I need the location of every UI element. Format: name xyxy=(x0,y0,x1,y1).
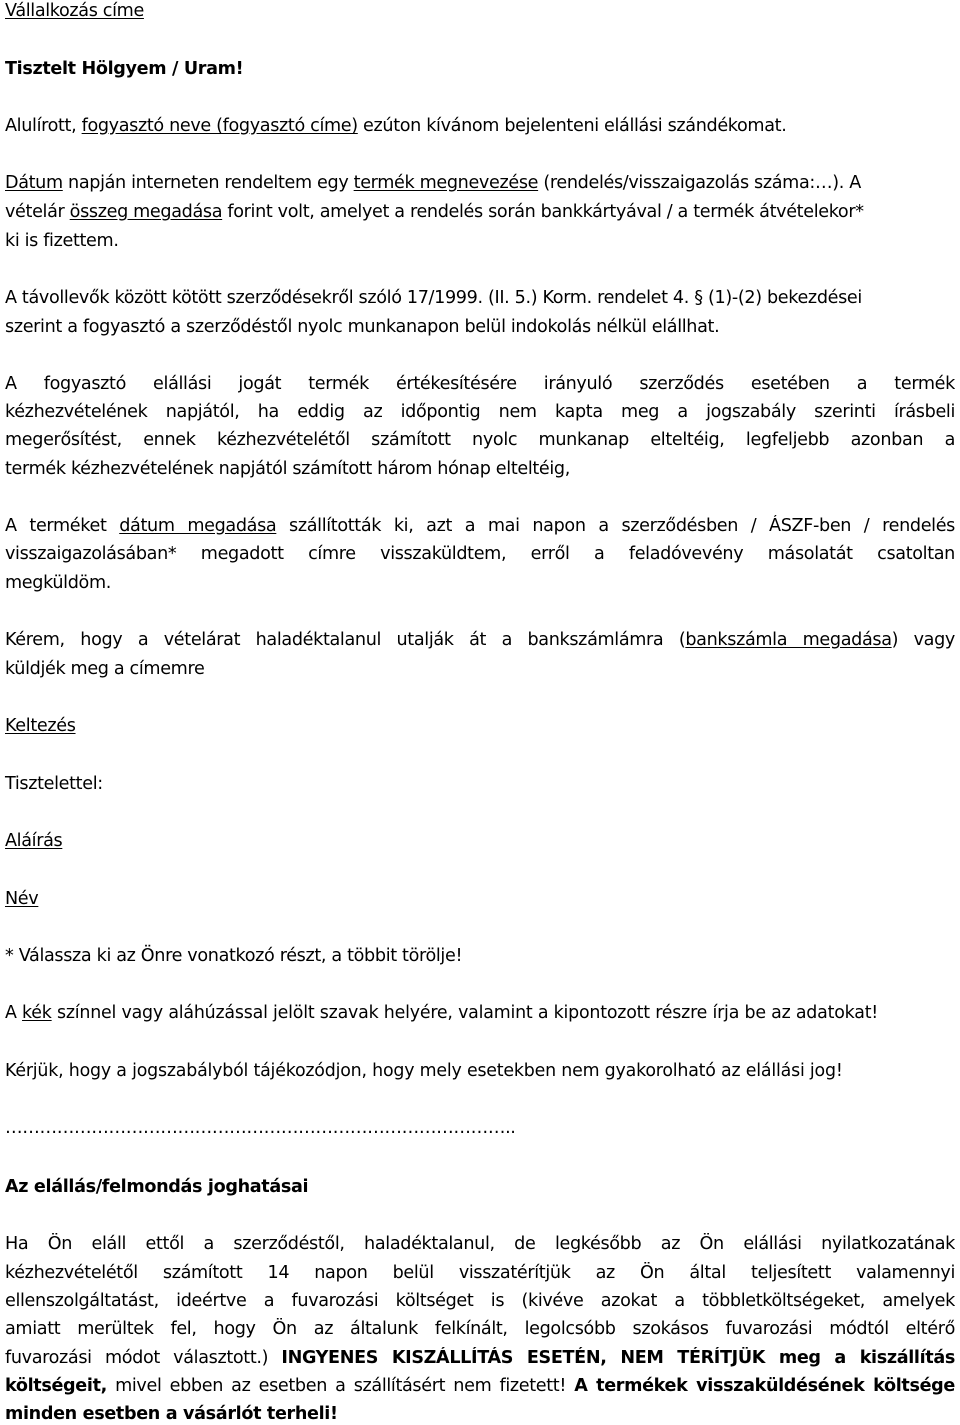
p7-text-2: mivel ebben az esetben a szállításért nem fizetett! xyxy=(115,1376,567,1396)
note2-text-1: A xyxy=(5,1003,17,1023)
date-place-field: Keltezés xyxy=(5,716,76,736)
bank-account-field: bankszámla megadása xyxy=(685,630,892,650)
paragraph-4-line-3: megerősítést, ennek kézhezvételétől számított nyolc munkanap elteltéig, legfeljebb azonban a xyxy=(5,430,955,450)
p7-bold-1: INGYENES KISZÁLLÍTÁS ESETÉN, NEM TÉRÍTJÜK meg a kiszállítás xyxy=(281,1348,955,1368)
p6-text-1: Kérem, hogy a vételárat haladéktalanul utalják át a bankszámlámra ( xyxy=(5,630,686,650)
p3-text-1: A távollevők között kötött szerződésekről szóló 17/1999. (II. 5.) Korm. rendelet 4. xyxy=(5,288,690,308)
p2-text-1: napján interneten rendeltem egy xyxy=(68,173,349,193)
p2-text-2: (rendelés/visszaigazolás száma:…). A xyxy=(543,173,861,193)
paragraph-7-line-5 xyxy=(5,1347,955,1369)
paragraph-2-line-3: ki is fizettem. xyxy=(5,231,119,251)
p1-suffix: ezúton kívánom bejelenteni elállási szándékomat. xyxy=(363,116,787,136)
p7-bold-3: A termékek visszaküldésének költsége xyxy=(574,1376,955,1396)
paragraph-2-line-2 xyxy=(5,201,864,223)
note-select-part: * Válassza ki az Önre vonatkozó részt, a többit törölje! xyxy=(5,946,463,966)
paragraph-7-line-3: ellenszolgáltatást, ideértve a fuvarozási költséget is (kivéve azokat a többletköltségeket, amelyek xyxy=(5,1291,955,1311)
paragraph-4-line-4: termék kézhezvételének napjától számított három hónap elteltéig, xyxy=(5,459,570,479)
note-legal-info: Kérjük, hogy a jogszabályból tájékozódjon, hogy mely esetekben nem gyakorolható az elállási jog! xyxy=(5,1061,843,1081)
paragraph-4-line-1: A fogyasztó elállási jogát termék értékesítésére irányuló szerződés esetében a termék xyxy=(5,374,955,394)
p7-text-1: fuvarozási módot választott.) xyxy=(5,1348,269,1368)
paragraph-7-line-1: Ha Ön eláll ettől a szerződéstől, haladéktalanul, de legkésőbb az Ön elállási nyilatkozatának xyxy=(5,1234,955,1254)
p5-text-1: A terméket xyxy=(5,516,107,536)
paragraph-5-line-1 xyxy=(5,515,955,537)
note-fill-instructions xyxy=(5,1002,878,1024)
paragraph-4-line-2: kézhezvételének napjától, ha eddig az időpontig nem kapta meg a jogszabály szerinti írásbeli xyxy=(5,402,955,422)
paragraph-1 xyxy=(5,115,786,137)
p2-text-3: vételár xyxy=(5,202,65,222)
greeting-text: Tisztelt Hölgyem / Uram! xyxy=(5,59,244,79)
paragraph-5-line-2: visszaigazolásában* megadott címre visszaküldtem, erről a feladóvevény másolatát csatoltan xyxy=(5,544,955,564)
paragraph-3-line-2: szerint a fogyasztó a szerződéstől nyolc munkanapon belül indokolás nélkül elállhat. xyxy=(5,317,720,337)
paragraph-7-line-4: amiatt merültek fel, hogy Ön az általunk felkínált, legolcsóbb szokásos fuvarozási módtól eltérő xyxy=(5,1319,955,1339)
paragraph-7-line-6 xyxy=(5,1375,955,1397)
paragraph-5-line-3: megküldöm. xyxy=(5,573,111,593)
company-address-field: Vállalkozás címe xyxy=(5,1,144,21)
section-title-text: Az elállás/felmondás joghatásai xyxy=(5,1177,309,1197)
consumer-name-field: fogyasztó neve (fogyasztó címe) xyxy=(81,116,358,136)
p2-text-4: forint volt, amelyet a rendelés során bankkártyával / a termék átvételekor* xyxy=(227,202,864,222)
dotted-separator: …………………………………………………………………………….. xyxy=(5,1118,516,1138)
paragraph-7-line-7 xyxy=(5,1403,338,1425)
date-field: Dátum xyxy=(5,173,63,193)
p7-bold-4: minden esetben a vásárlót terheli! xyxy=(5,1404,338,1424)
paragraph-6-line-2: küldjék meg a címemre xyxy=(5,659,205,679)
p6-text-2: ) vagy xyxy=(891,630,955,650)
paragraph-2-line-1 xyxy=(5,172,861,194)
signature-field: Aláírás xyxy=(5,831,63,851)
p3-text-2: § (1)-(2) bekezdései xyxy=(694,288,862,308)
p7-bold-2: költségeit, xyxy=(5,1376,107,1396)
paragraph-6-line-1 xyxy=(5,629,955,651)
blue-word: kék xyxy=(22,1003,52,1023)
amount-field: összeg megadása xyxy=(69,202,223,222)
product-name-field: termék megnevezése xyxy=(353,173,539,193)
name-field: Név xyxy=(5,889,39,909)
closing-text: Tisztelettel: xyxy=(5,774,103,794)
paragraph-3-line-1 xyxy=(5,287,862,309)
p5-text-2: szállították ki, azt a mai napon a szerződésben / ÁSZF-ben / rendelés xyxy=(289,516,955,536)
p1-prefix: Alulírott, xyxy=(5,116,77,136)
delivery-date-field: dátum megadása xyxy=(119,516,277,536)
section-title xyxy=(5,1176,308,1198)
note2-text-2: színnel vagy aláhúzással jelölt szavak helyére, valamint a kipontozott részre írja be az adatokat! xyxy=(56,1003,879,1023)
greeting xyxy=(5,58,243,80)
paragraph-7-line-2: kézhezvételétől számított 14 napon belül visszatérítjük az Ön által teljesített valamennyi xyxy=(5,1263,955,1283)
